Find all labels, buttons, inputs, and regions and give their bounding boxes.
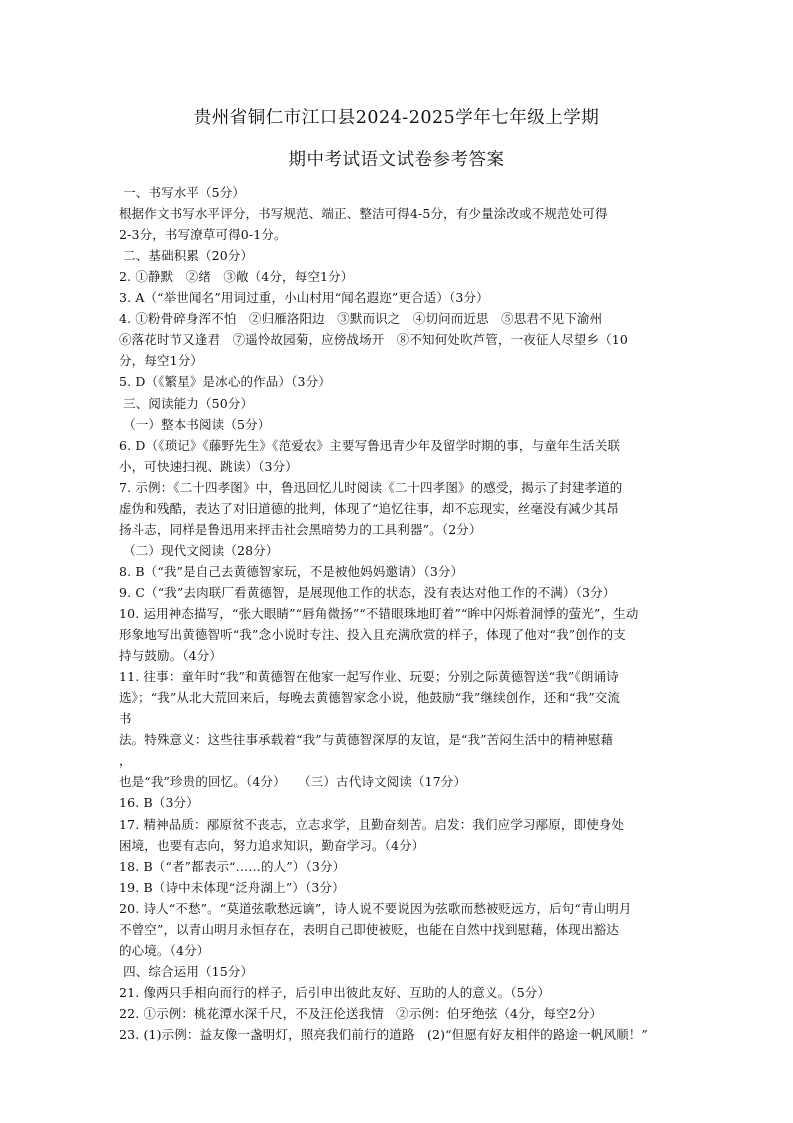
text-line: 不曾空”，以青山明月永恒存在，表明自己即使被贬，也能在自然中找到慰藉，体现出豁达: [119, 921, 619, 937]
text-line: 5. D（《繁星》是冰心的作品）（3分）: [119, 374, 331, 390]
text-line: 三、阅读能力（50分）: [119, 395, 254, 411]
text-line: 二、基础积累（20分）: [119, 248, 254, 264]
text-line: 20. 诗人“不愁”。“莫道弦歌愁远谪”，诗人说不要说因为弦歌而愁被贬远方，后句“青山明月: [119, 900, 632, 916]
text-line: 扬斗志，同样是鲁迅用来抨击社会黑暗势力的工具利器”。（2分）: [119, 521, 482, 537]
text-line: 17. 精神品质：邴原贫不丧志，立志求学，且勤奋刻苦。启发：我们应学习邴原，即使身处: [119, 816, 625, 832]
text-line: 选》；“我”从北大荒回来后，每晚去黄德智家念小说，他鼓励“我”继续创作，还和“我”交流: [119, 690, 621, 706]
text-line: 9. C（“我”去肉联厂看黄德智，是展现他工作的状态，没有表达对他工作的不满）（3分）: [119, 584, 616, 600]
text-line: 8. B（“我”是自己去黄德智家玩，不是被他妈妈邀请）（3分）: [119, 563, 464, 579]
text-line: （二）现代文阅读（28分）: [119, 542, 279, 558]
text-line: 分，每空1分）: [119, 353, 204, 369]
text-line: 小，可快速扫视、跳读）（3分）: [119, 458, 298, 474]
text-line: 10. 运用神态描写，“张大眼睛”“唇角微扬”“不错眼珠地盯着”“眸中闪烁着洞悸的萤光”，生动: [119, 606, 639, 621]
text-line: 一、书写水平（5分）: [119, 185, 246, 200]
text-line: 也是“我”珍贵的回忆。（4分） （三）古代诗文阅读（17分）: [119, 774, 467, 790]
text-line: 持与鼓励。（4分）: [119, 648, 223, 664]
text-line: 3. A（“举世闻名”用词过重，小山村用“闻名遐迩”更合适）（3分）: [119, 290, 489, 306]
text-line: 21. 像两只手相向而行的样子，后引申出彼此友好、互助的人的意义。（5分）: [119, 984, 551, 1000]
document-title-line-1: 贵州省铜仁市江口县2024-2025学年七年级上学期: [193, 108, 600, 128]
text-line: 困境，也要有志向，努力追求知识，勤奋学习。（4分）: [119, 837, 425, 853]
text-line: 的心境。（4分）: [119, 942, 210, 958]
text-line: 16. B（3分）: [119, 795, 199, 811]
text-line: 2. ①静默 ②绪 ③敞（4分，每空1分）: [119, 269, 354, 285]
text-line: 虚伪和残酷，表达了对旧道德的批判，体现了“追忆往事，却不忘现实，丝毫没有减少其昂: [119, 500, 619, 516]
document-title-line-2: 期中考试语文试卷参考答案: [288, 150, 505, 170]
text-line: 6. D（《琐记》《藤野先生》《范爱农》主要写鲁迅青少年及留学时期的事，与童年生活关联: [119, 437, 621, 453]
text-line: （一）整本书阅读（5分）: [119, 416, 271, 432]
text-line: 法。特殊意义：这些往事承载着“我”与黄德智深厚的友谊，是“我”苦闷生活中的精神慰藉: [119, 732, 614, 748]
text-line: 23. (1)示例：益友像一盏明灯，照亮我们前行的道路 (2)“但愿有好友相伴的路途一帆风顺！”: [119, 1027, 648, 1042]
text-line: 18. B（“者”都表示“……的人”）（3分）: [119, 858, 346, 874]
text-line: ，: [119, 753, 132, 769]
text-line: 11. 往事：童年时“我”和黄德智在他家一起写作业、玩耍；分别之际黄德智送“我”《朗诵诗: [119, 669, 619, 685]
text-line: 根据作文书写水平评分，书写规范、端正、整洁可得4-5分，有少量涂改或不规范处可得: [119, 206, 608, 222]
text-line: 22. ①示例：桃花潭水深千尺，不及汪伦送我情 ②示例：伯牙绝弦（4分，每空2分）: [119, 1005, 603, 1021]
text-line: 7. 示例：《二十四孝图》中，鲁迅回忆儿时阅读《二十四孝图》的感受，揭示了封建孝道的: [119, 479, 623, 495]
text-line: 2-3分，书写潦草可得0-1分。: [119, 227, 287, 243]
text-line: ⑥落花时节又逢君 ⑦遥怜故园菊，应傍战场开 ⑧不知何处吹芦管，一夜征人尽望乡（10: [119, 332, 628, 348]
text-line: 形象地写出黄德智听“我”念小说时专注、投入且充满欣赏的样子，体现了他对“我”创作的支: [119, 627, 626, 643]
text-line: 四、综合运用（15分）: [119, 963, 254, 979]
text-line: 书: [119, 711, 132, 727]
text-line: 4. ①粉骨碎身浑不怕 ②归雁洛阳边 ③默而识之 ④切问而近思 ⑤思君不见下渝州: [119, 311, 603, 327]
text-line: 19. B（诗中未体现“泛舟湖上”）（3分）: [119, 879, 345, 895]
